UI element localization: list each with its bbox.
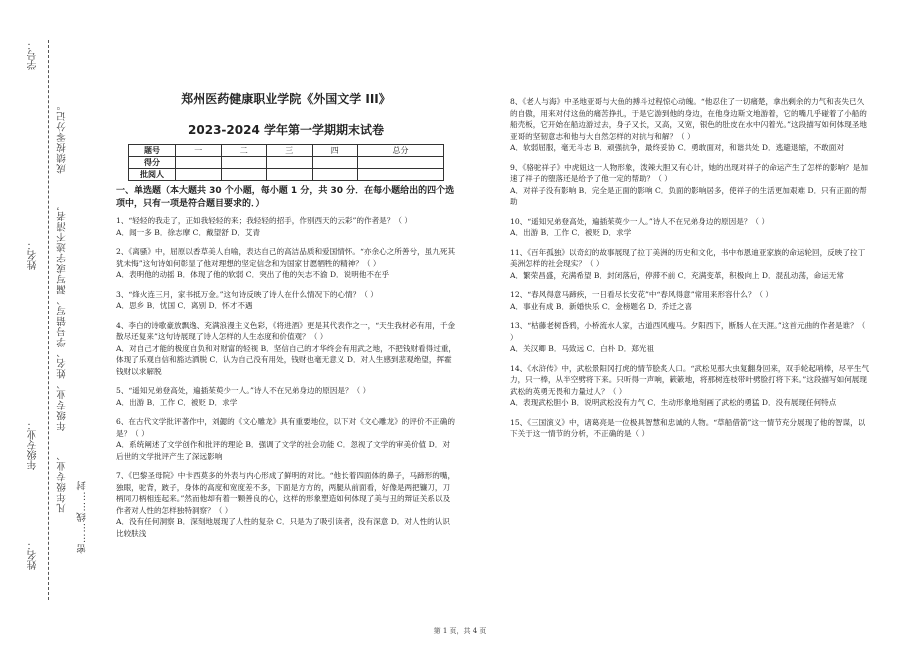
question-stem: 6、在古代文学批评著作中，刘勰的《文心雕龙》具有重要地位，以下对《文心雕龙》的评价不正确的是？（ ） [116, 417, 455, 438]
score-cell [267, 157, 313, 169]
question-item [510, 289, 870, 312]
question-options: A．软弱屈服，毫无斗志 B．顽强抗争，最终妥协 C．勇敢面对，和谐共处 D．逃避退缩，不敢面对 [510, 143, 844, 152]
question-item [510, 162, 870, 208]
reviewer-cell [267, 169, 313, 181]
question-options: A．繁荣昌盛，充满希望 B．封闭落后，停滞不前 C．充满变革，积极向上 D．混乱动荡，命运无常 [510, 270, 844, 280]
question-stem: 9、《骆驼祥子》中虎妞这一人物形象，泼辣大胆又有心计，她的出现对祥子的命运产生了怎样的影响？是加速了祥子的堕落还是给予了他一定的帮助？（ ） [510, 162, 868, 183]
question-stem: 3、“烽火连三月，家书抵万金。”这句诗反映了诗人在什么情况下的心情？（ ） [116, 289, 378, 299]
question-item [510, 363, 870, 409]
question-options: A．事业有成 B．新婚快乐 C．金榜题名 D．乔迁之喜 [510, 301, 693, 311]
score-header-cell: 一 [176, 145, 222, 157]
score-table-reviewer-row [129, 169, 444, 181]
score-header-cell: 总分 [358, 145, 444, 157]
question-item [510, 247, 870, 282]
right-question-list [510, 96, 870, 440]
score-row-label: 得分 [129, 157, 176, 169]
instruction-note: 凡年级专业、 [57, 450, 68, 513]
left-question-list [116, 215, 456, 539]
seal-note: 密……线……封 [77, 480, 88, 554]
question-stem: 7、《巴黎圣母院》中卡西莫多的外表与内心形成了鲜明的对比。“他长着四面体的鼻子，马蹄形的嘴，独眼，驼背，跛子，身体的高度和宽度差不多，下面是方方的，两腿从前面看，好像是两把镰刀，刀柄同刀柄相连起来。”然而他却有着一颗善良的心，这样的形象塑造如何体现了美与丑的辩证关系以及作者对人性的怎样独特洞察？（ ） [116, 471, 456, 515]
question-item [116, 320, 456, 378]
score-cell [312, 157, 358, 169]
question-options: A．出游 B．工作 C．被贬 D．求学 [510, 228, 632, 237]
score-table-header-row [129, 145, 444, 157]
score-header-cell: 四 [312, 145, 358, 157]
question-stem: 2、《离骚》中，屈原以香草美人自喻，表达自己的高洁品质和爱国情怀。“亦余心之所善兮，虽九死其犹未悔”这句诗如何彰显了他对理想的坚定信念和为国家甘愿牺牲的精神？（ ） [116, 247, 456, 268]
question-stem: 5、“遥知兄弟登高处，遍插茱萸少一人。”诗人不在兄弟身边的原因是？（ ） [116, 386, 371, 395]
binding-dashed-line [48, 40, 49, 600]
student-id-label: 学号： [28, 40, 39, 70]
name2-label: 姓名： [28, 540, 39, 570]
question-item [116, 385, 456, 408]
question-stem: 8、《老人与海》中圣地亚哥与大鱼的搏斗过程惊心动魄。“他忍住了一切痛楚，拿出剩余的力气和丧失已久的自傲，用来对付这鱼的痛苦挣扎，于是它游到他的身边，在他身边斯文地游着，它的嘴几乎碰着了小船的船壳板，它开始在船边游过去，身子又长，又高，又宽，银色的肚皮在水中闪着光。”这段描写如何体现圣地亚哥的坚韧意志和他与大自然怎样的对抗与和解？（ ） [510, 97, 867, 141]
question-stem: 12、“春风得意马蹄疾，一日看尽长安花”中“春风得意”常用来形容什么？（ ） [510, 290, 774, 299]
score-table-score-row [129, 157, 444, 169]
score-cell [358, 157, 444, 169]
question-options: A．思乡 B．忧国 C．离别 D．怀才不遇 [116, 301, 253, 310]
reviewer-cell [358, 169, 444, 181]
question-item [116, 215, 456, 238]
right-column [510, 96, 870, 448]
question-stem: 11、《百年孤独》以奇幻的故事展现了拉丁美洲的历史和文化，书中布恩迪亚家族的命运轮回，反映了拉丁美洲怎样的社会现实？（ ） [510, 247, 866, 268]
question-options: A．对自己才能的极度自负和对财富的轻视 B．坚信自己的才华终会有用武之地，不把钱财看得过重，体现了乐观自信和豁达洒脱 C．认为自己没有用处，钱财也毫无意义 D．对人生感到悲观绝望，挥霍钱财以求解脱 [116, 343, 457, 376]
question-item [510, 417, 870, 440]
question-options: A．没有任何洞察 B．深刻地展现了人性的复杂 C．只是为了吸引读者，没有深意 D．对人性的认识比较肤浅 [116, 517, 450, 538]
question-item [510, 320, 870, 355]
score-header-cell: 二 [221, 145, 267, 157]
question-item [510, 96, 870, 154]
question-options: A．关汉卿 B．马致远 C．白朴 D．郑光祖 [510, 344, 655, 353]
question-options: A．系统阐述了文学创作和批评的理论 B．强调了文学的社会功能 C．忽视了文学的审美价值 D．对后世的文学批评产生了深远影响 [116, 440, 450, 461]
warning-note: 年级专业、姓名、学号错写、漏写或字迹不清者， [57, 200, 68, 431]
question-stem: 1、“轻轻的我走了，正如我轻轻的来；我轻轻的招手，作别西天的云彩”的作者是？（ ） [116, 216, 412, 225]
question-item [116, 289, 456, 312]
question-item [116, 416, 456, 462]
question-options: A．闻一多 B．徐志摩 C．戴望舒 D．艾青 [116, 227, 261, 237]
score-header-cell: 三 [267, 145, 313, 157]
question-options: A．对祥子没有影响 B．完全是正面的影响 C．负面的影响居多，使祥子的生活更加艰难 D．只有正面的帮助 [510, 185, 867, 206]
page-footer: 第 1 页，共 4 页 [433, 627, 487, 635]
binding-margin [18, 40, 98, 600]
question-item [116, 470, 456, 539]
question-stem: 13、“枯藤老树昏鸦，小桥流水人家，古道西风瘦马。夕阳西下，断肠人在天涯。”这首元曲的作者是谁？（ ） [510, 321, 866, 342]
question-options: A．出游 B．工作 C．被贬 D．求学 [116, 397, 238, 407]
school-title: 郑州医药健康职业学院《外国文学 III》 [181, 92, 391, 106]
question-options: A．表明他的动摇 B．体现了他的软弱 C．突出了他的矢志不渝 D．说明他不在乎 [116, 270, 390, 279]
question-stem: 10、“遥知兄弟登高处，遍插茱萸少一人。”诗人不在兄弟身边的原因是？（ ） [510, 216, 770, 226]
question-item [510, 216, 870, 239]
reviewer-row-label: 批阅人 [129, 169, 176, 181]
grade-note: 成绩按零分记。 [57, 100, 68, 174]
score-cell [176, 157, 222, 169]
reviewer-cell [312, 169, 358, 181]
question-options: A．表现武松胆小 B．说明武松没有力气 C．生动形象地刻画了武松的勇猛 D．没有展现任何特点 [510, 398, 837, 407]
question-stem: 14、《水浒传》中，武松景阳冈打虎的情节脍炙人口。“武松见那大虫复翻身回来，双手轮起哨棒，尽平生气力，只一棒，从半空劈将下来。只听得一声响，簌簌地，将那树连枝带叶劈脸打将下来。”这段描写如何展现武松的英勇无畏和力量过人？（ ） [510, 363, 870, 396]
score-cell [221, 157, 267, 169]
section-heading: 一、单选题（本大题共 30 个小题，每小题 1 分，共 30 分．在每小题给出的四个选项中，只有一项是符合题目要求的．） [116, 186, 455, 209]
question-item [116, 246, 456, 281]
score-header-cell: 题号 [129, 145, 176, 157]
name-label: 姓名： [28, 240, 39, 270]
question-stem: 4、李白的诗歌豪放飘逸、充满浪漫主义色彩，《将进酒》更是其代表作之一，“天生我材必有用，千金散尽还复来”这句诗展现了诗人怎样的人生态度和价值观？（ ） [116, 320, 456, 341]
score-table [128, 144, 444, 181]
left-column [116, 90, 456, 547]
reviewer-cell [221, 169, 267, 181]
question-stem: 15、《三国演义》中，诸葛亮是一位极具智慧和忠诚的人物。“草船借箭”这一情节充分展现了他的智谋，以下关于这一情节的分析，不正确的是（ ） [510, 417, 866, 438]
major-label: 年级专业： [28, 420, 39, 470]
reviewer-cell [176, 169, 222, 181]
exam-title: 2023-2024 学年第一学期期末试卷 [188, 123, 384, 137]
